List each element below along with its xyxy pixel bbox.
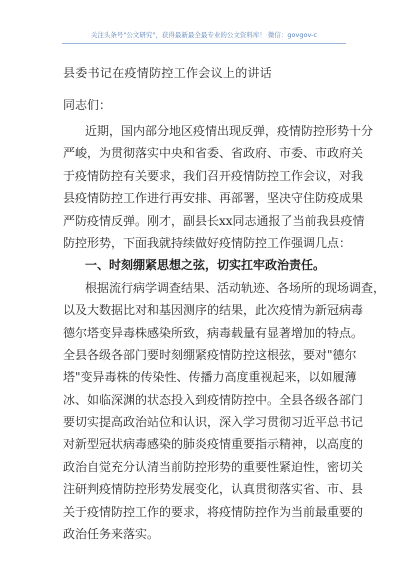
- paragraph-line: 县疫情防控工作进行再安排、再部署，坚决守住防疫成果: [63, 191, 364, 206]
- paragraph-line: 德尔塔变异毒株感染所致，病毒载量有显著增加的特点。: [63, 325, 364, 340]
- document-title: 县委书记在疫情防控工作会议上的讲话: [63, 66, 273, 80]
- paragraph-line: 对新型冠状病毒感染的肺炎疫情重要指示精神，以高度的: [63, 437, 364, 452]
- header-rule: [62, 43, 346, 44]
- section-heading: 一、时刻绷紧思想之弦，切实扛牢政治责任。: [85, 258, 326, 273]
- salutation: 同志们：: [63, 98, 112, 112]
- paragraph-line: 全县各级各部门要时刻绷紧疫情防控这根弦，要对"德尔: [63, 347, 357, 362]
- paragraph-line: 关于疫情防控工作的要求，将疫情防控作为当前最重要的: [63, 504, 364, 519]
- paragraph-line: 要切实提高政治站位和认识，深入学习贯彻习近平总书记: [63, 415, 364, 430]
- paragraph-line: 冰、如临深渊的状态投入到疫情防控中。全县各级各部门: [63, 392, 364, 407]
- paragraph-line: 根据流行病学调查结果、活动轨迹、各场所的现场调查，: [85, 280, 386, 295]
- paragraph-line: 防控形势，下面我就持续做好疫情防控工作强调几点：: [63, 235, 352, 250]
- document-body: [63, 120, 386, 545]
- paragraph-line: 近期，国内部分地区疫情出现反弹，疫情防控形势十分: [85, 124, 374, 138]
- paragraph-line: 于疫情防控有关要求，我们召开疫情防控工作会议，对我: [63, 168, 364, 183]
- promo-banner: 关注头条号"公文研究"，获得最新最全最专业的公文资料库！ 微信：govgov-c: [90, 31, 318, 39]
- paragraph-line: 严峻，为贯彻落实中央和省委、省政府、市委、市政府关: [63, 146, 364, 161]
- paragraph-line: 以及大数据比对和基因测序的结果，此次疫情为新冠病毒: [63, 303, 364, 318]
- paragraph-line: 政治自觉充分认清当前防控形势的重要性紧迫性，密切关: [63, 459, 364, 474]
- paragraph-line: 政治任务来落实。: [63, 527, 160, 542]
- paragraph-line: 注研判疫情防控形势发展变化，认真贯彻落实省、市、县: [63, 482, 364, 497]
- paragraph-line: 严防疫情反弹。刚才，副县长xx同志通报了当前我县疫情: [63, 213, 365, 228]
- paragraph-line: 塔"变异毒株的传染性、传播力高度重视起来，以如履薄: [63, 370, 357, 385]
